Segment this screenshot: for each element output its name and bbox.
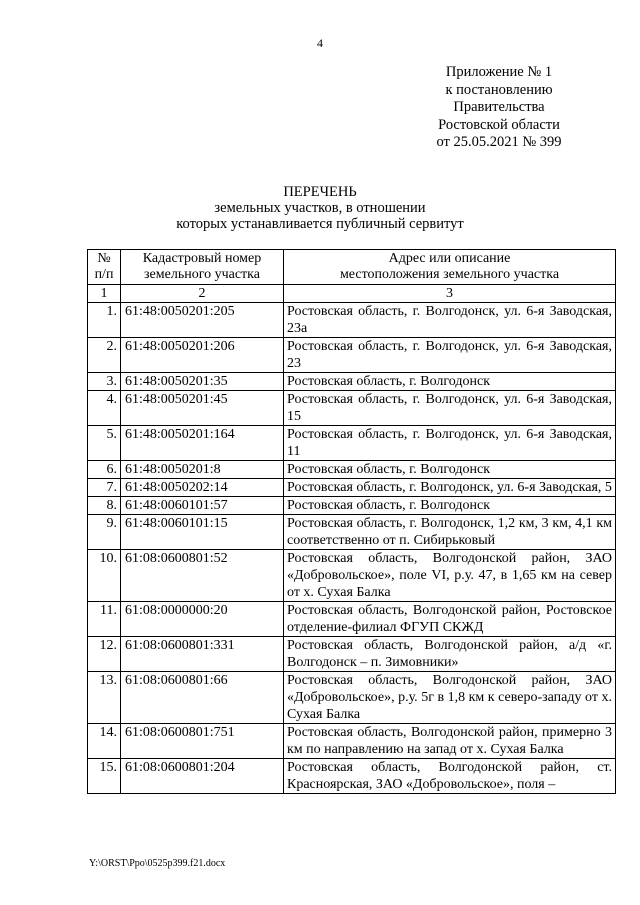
- cadastral-number: 61:08:0600801:751: [121, 724, 284, 759]
- row-number: 2.: [88, 338, 121, 373]
- cadastral-number: 61:08:0600801:204: [121, 759, 284, 794]
- table-row: [88, 759, 616, 794]
- plot-address: Ростовская область, Волгодонской район, ст. Красноярская, ЗАО «Добровольское», поля –: [284, 759, 616, 794]
- table-row: [88, 391, 616, 426]
- appendix-line: от 25.05.2021 № 399: [436, 134, 562, 150]
- cadastral-number: 61:08:0000000:20: [121, 602, 284, 637]
- appendix-block: [414, 64, 584, 152]
- appendix-line: к постановлению: [445, 81, 553, 98]
- table-row: [88, 373, 616, 391]
- title-line: ПЕРЕЧЕНЬ: [283, 184, 357, 200]
- appendix-line: Ростовской области: [438, 116, 560, 133]
- plot-address: Ростовская область, Волгодонской район, ЗАО «Добровольское», поле VI, р.у. 47, в 1,65 км на север от х. Сухая Балка: [284, 550, 616, 602]
- cadastral-number: 61:48:0050201:206: [121, 338, 284, 373]
- table-row: [88, 303, 616, 338]
- cadastral-number: 61:48:0050201:205: [121, 303, 284, 338]
- appendix-line: Приложение № 1: [445, 64, 553, 80]
- table-row: [88, 602, 616, 637]
- table-row: [88, 550, 616, 602]
- cadastral-number: 61:48:0060101:57: [121, 497, 284, 515]
- plot-address: Ростовская область, г. Волгодонск, ул. 6-я Заводская, 23: [284, 338, 616, 373]
- table-row: [88, 461, 616, 479]
- table-row: [88, 724, 616, 759]
- plot-address: Ростовская область, г. Волгодонск: [284, 373, 616, 391]
- cadastral-number: 61:48:0050201:35: [121, 373, 284, 391]
- cadastral-number: 61:08:0600801:66: [121, 672, 284, 724]
- cadastral-number: 61:48:0050201:164: [121, 426, 284, 461]
- table-row: [88, 338, 616, 373]
- row-number: 1.: [88, 303, 121, 338]
- plot-address: Ростовская область, г. Волгодонск, ул. 6-я Заводская, 15: [284, 391, 616, 426]
- cadastral-number: 61:08:0600801:331: [121, 637, 284, 672]
- plot-address: Ростовская область, г. Волгодонск, ул. 6-я Заводская, 5: [284, 479, 616, 497]
- row-number: 13.: [88, 672, 121, 724]
- row-number: 10.: [88, 550, 121, 602]
- cadastral-number: 61:48:0060101:15: [121, 515, 284, 550]
- row-number: 15.: [88, 759, 121, 794]
- header-address: Адрес или описание местоположения земельного участка: [284, 250, 616, 285]
- row-number: 5.: [88, 426, 121, 461]
- plot-address: Ростовская область, г. Волгодонск: [284, 497, 616, 515]
- plot-address: Ростовская область, г. Волгодонск, ул. 6-я Заводская, 23а: [284, 303, 616, 338]
- plot-address: Ростовская область, Волгодонской район, примерно 3 км по направлению на запад от х. Сухая Балка: [284, 724, 616, 759]
- plot-address: Ростовская область, Волгодонской район, Ростовское отделение-филиал ФГУП СКЖД: [284, 602, 616, 637]
- plot-address: Ростовская область, г. Волгодонск, 1,2 км, 3 км, 4,1 км соответственно от п. Сибирьковый: [284, 515, 616, 550]
- cadastral-number: 61:48:0050201:45: [121, 391, 284, 426]
- header-cadastral: Кадастровый номер земельного участка: [121, 250, 284, 285]
- row-number: 6.: [88, 461, 121, 479]
- plot-address: Ростовская область, Волгодонской район, а/д «г. Волгодонск – п. Зимовники»: [284, 637, 616, 672]
- row-number: 8.: [88, 497, 121, 515]
- title-line: которых устанавливается публичный сервитут: [176, 216, 464, 232]
- page-number: 4: [317, 36, 323, 50]
- row-number: 7.: [88, 479, 121, 497]
- index-cell: 3: [284, 285, 616, 303]
- row-number: 12.: [88, 637, 121, 672]
- row-number: 3.: [88, 373, 121, 391]
- land-plots-table: [87, 249, 616, 794]
- plot-address: Ростовская область, г. Волгодонск: [284, 461, 616, 479]
- row-number: 11.: [88, 602, 121, 637]
- table-row: [88, 426, 616, 461]
- index-cell: 1: [88, 285, 121, 303]
- index-cell: 2: [121, 285, 284, 303]
- cadastral-number: 61:48:0050202:14: [121, 479, 284, 497]
- row-number: 14.: [88, 724, 121, 759]
- cadastral-number: 61:48:0050201:8: [121, 461, 284, 479]
- cadastral-number: 61:08:0600801:52: [121, 550, 284, 602]
- table-row: [88, 497, 616, 515]
- plot-address: Ростовская область, г. Волгодонск, ул. 6-я Заводская, 11: [284, 426, 616, 461]
- table-row: [88, 637, 616, 672]
- row-number: 9.: [88, 515, 121, 550]
- table-row: [88, 672, 616, 724]
- row-number: 4.: [88, 391, 121, 426]
- appendix-line: Правительства: [453, 99, 545, 115]
- table-row: [88, 479, 616, 497]
- document-title: [0, 184, 640, 232]
- title-line: земельных участков, в отношении: [214, 200, 426, 216]
- table-header-row: [88, 250, 616, 285]
- file-path-footer: Y:\ORST\Ppo\0525p399.f21.docx: [89, 858, 226, 869]
- header-number: № п/п: [88, 250, 121, 285]
- table-row: [88, 515, 616, 550]
- column-index-row: [88, 285, 616, 303]
- plot-address: Ростовская область, Волгодонской район, ЗАО «Добровольское», р.у. 5г в 1,8 км к северо-западу от х. Сухая Балка: [284, 672, 616, 724]
